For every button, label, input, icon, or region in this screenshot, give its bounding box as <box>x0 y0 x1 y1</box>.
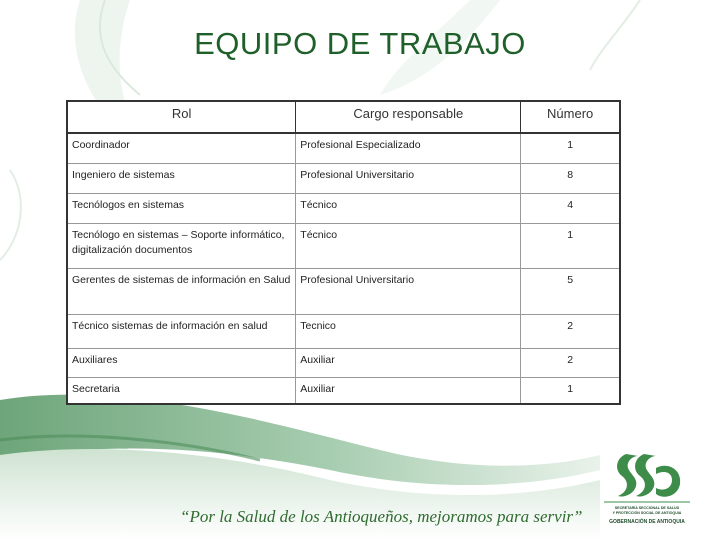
header-rol: Rol <box>67 101 296 133</box>
cell-rol: Tecnólogo en sistemas – Soporte informático, digitalización documentos <box>67 224 296 269</box>
table-row <box>67 133 620 164</box>
cell-numero: 2 <box>521 349 620 378</box>
cell-numero: 5 <box>521 269 620 315</box>
cell-rol: Gerentes de sistemas de información en Salud <box>67 269 296 315</box>
cell-rol: Ingeniero de sistemas <box>67 164 296 194</box>
cell-cargo: Profesional Universitario <box>296 269 521 315</box>
cell-rol: Tecnólogos en sistemas <box>67 194 296 224</box>
table-row <box>67 164 620 194</box>
cell-rol: Técnico sistemas de información en salud <box>67 315 296 349</box>
cell-rol: Coordinador <box>67 133 296 164</box>
table-row <box>67 349 620 378</box>
table-row <box>67 315 620 349</box>
cell-cargo: Profesional Universitario <box>296 164 521 194</box>
cell-numero: 2 <box>521 315 620 349</box>
table-header-row <box>67 101 620 133</box>
cell-numero: 1 <box>521 378 620 405</box>
header-cargo: Cargo responsable <box>296 101 521 133</box>
cell-rol: Secretaria <box>67 378 296 405</box>
cell-numero: 8 <box>521 164 620 194</box>
cell-numero: 1 <box>521 133 620 164</box>
header-numero: Número <box>521 101 620 133</box>
cell-cargo: Técnico <box>296 194 521 224</box>
table-row <box>67 224 620 269</box>
cell-rol: Auxiliares <box>67 349 296 378</box>
logo-line: Y PROTECCIÓN SOCIAL DE ANTIOQUIA <box>612 510 682 515</box>
cell-numero: 1 <box>521 224 620 269</box>
cell-cargo: Técnico <box>296 224 521 269</box>
logo-government: GOBERNACIÓN DE ANTIOQUIA <box>609 519 685 525</box>
table-row <box>67 194 620 224</box>
cell-cargo: Auxiliar <box>296 378 521 405</box>
cell-cargo: Auxiliar <box>296 349 521 378</box>
cell-cargo: Profesional Especializado <box>296 133 521 164</box>
footer-slogan: “Por la Salud de los Antioqueños, mejoramos para servir” <box>180 507 583 526</box>
cell-cargo: Tecnico <box>296 315 521 349</box>
logo-caption <box>602 506 692 515</box>
team-table <box>66 100 621 405</box>
cell-numero: 4 <box>521 194 620 224</box>
logo-line: SECRETARÍA SECCIONAL DE SALUD <box>614 506 680 510</box>
table-row <box>67 378 620 405</box>
ssa-logo-icon <box>604 448 690 528</box>
table-row <box>67 269 620 315</box>
page-title: EQUIPO DE TRABAJO <box>194 26 526 61</box>
